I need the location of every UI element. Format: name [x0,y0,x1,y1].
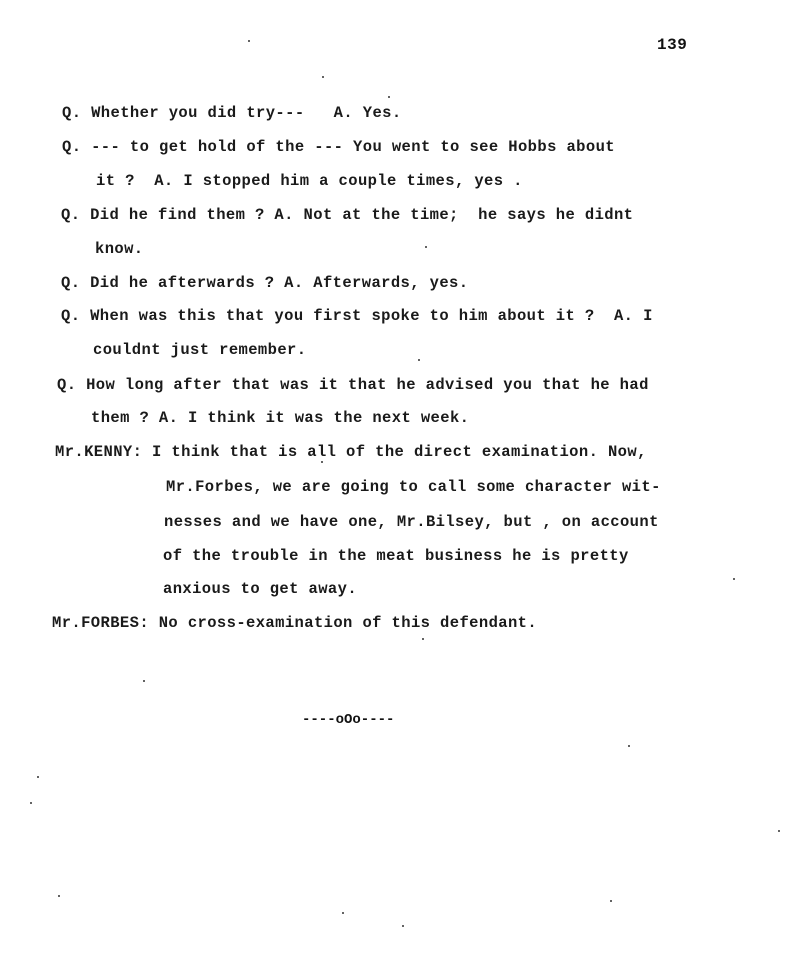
transcript-line-forbes: Mr.FORBES: No cross-examination of this defendant. [52,614,538,632]
scan-speck [322,76,324,78]
transcript-line-q-find: Q. Did he find them ? A. Not at the time; he says he didnt [61,206,634,224]
scan-speck [733,578,735,580]
transcript-line-kenny-cont-2: nesses and we have one, Mr.Bilsey, but , on account [164,513,659,531]
scan-speck [143,680,145,682]
scan-speck [425,246,427,248]
transcript-line-q-afterwards: Q. Did he afterwards ? A. Afterwards, yes. [61,274,469,292]
scan-speck [30,802,32,804]
scan-speck [58,895,60,897]
section-separator: ----oOo---- [302,712,395,728]
transcript-line-know: know. [95,240,144,258]
transcript-line-kenny: Mr.KENNY: I think that is all of the direct examination. Now, [55,443,647,461]
transcript-line-a-stopped: it ? A. I stopped him a couple times, yes . [96,172,523,190]
transcript-line-next-week: them ? A. I think it was the next week. [91,409,470,427]
transcript-line-q-whether: Q. Whether you did try--- A. Yes. [62,104,402,122]
transcript-line-remember: couldnt just remember. [93,341,307,359]
scan-speck [37,776,39,778]
scan-speck [321,461,323,463]
transcript-line-kenny-cont-4: anxious to get away. [163,580,358,598]
scan-speck [610,900,612,902]
scan-speck [248,40,250,42]
transcript-line-q-when: Q. When was this that you first spoke to him about it ? A. I [61,307,653,325]
transcript-line-kenny-cont-1: Mr.Forbes, we are going to call some character wit- [166,478,661,496]
scan-speck [628,745,630,747]
scan-speck [388,96,390,98]
scan-speck [778,830,780,832]
scan-speck [418,359,420,361]
scan-speck [422,638,424,640]
page-number: 139 [657,36,688,54]
scan-speck [342,912,344,914]
transcript-line-q-hold: Q. --- to get hold of the --- You went to see Hobbs about [62,138,615,156]
transcript-line-q-how-long: Q. How long after that was it that he advised you that he had [57,376,649,394]
transcript-line-kenny-cont-3: of the trouble in the meat business he is pretty [163,547,629,565]
scan-speck [402,925,404,927]
